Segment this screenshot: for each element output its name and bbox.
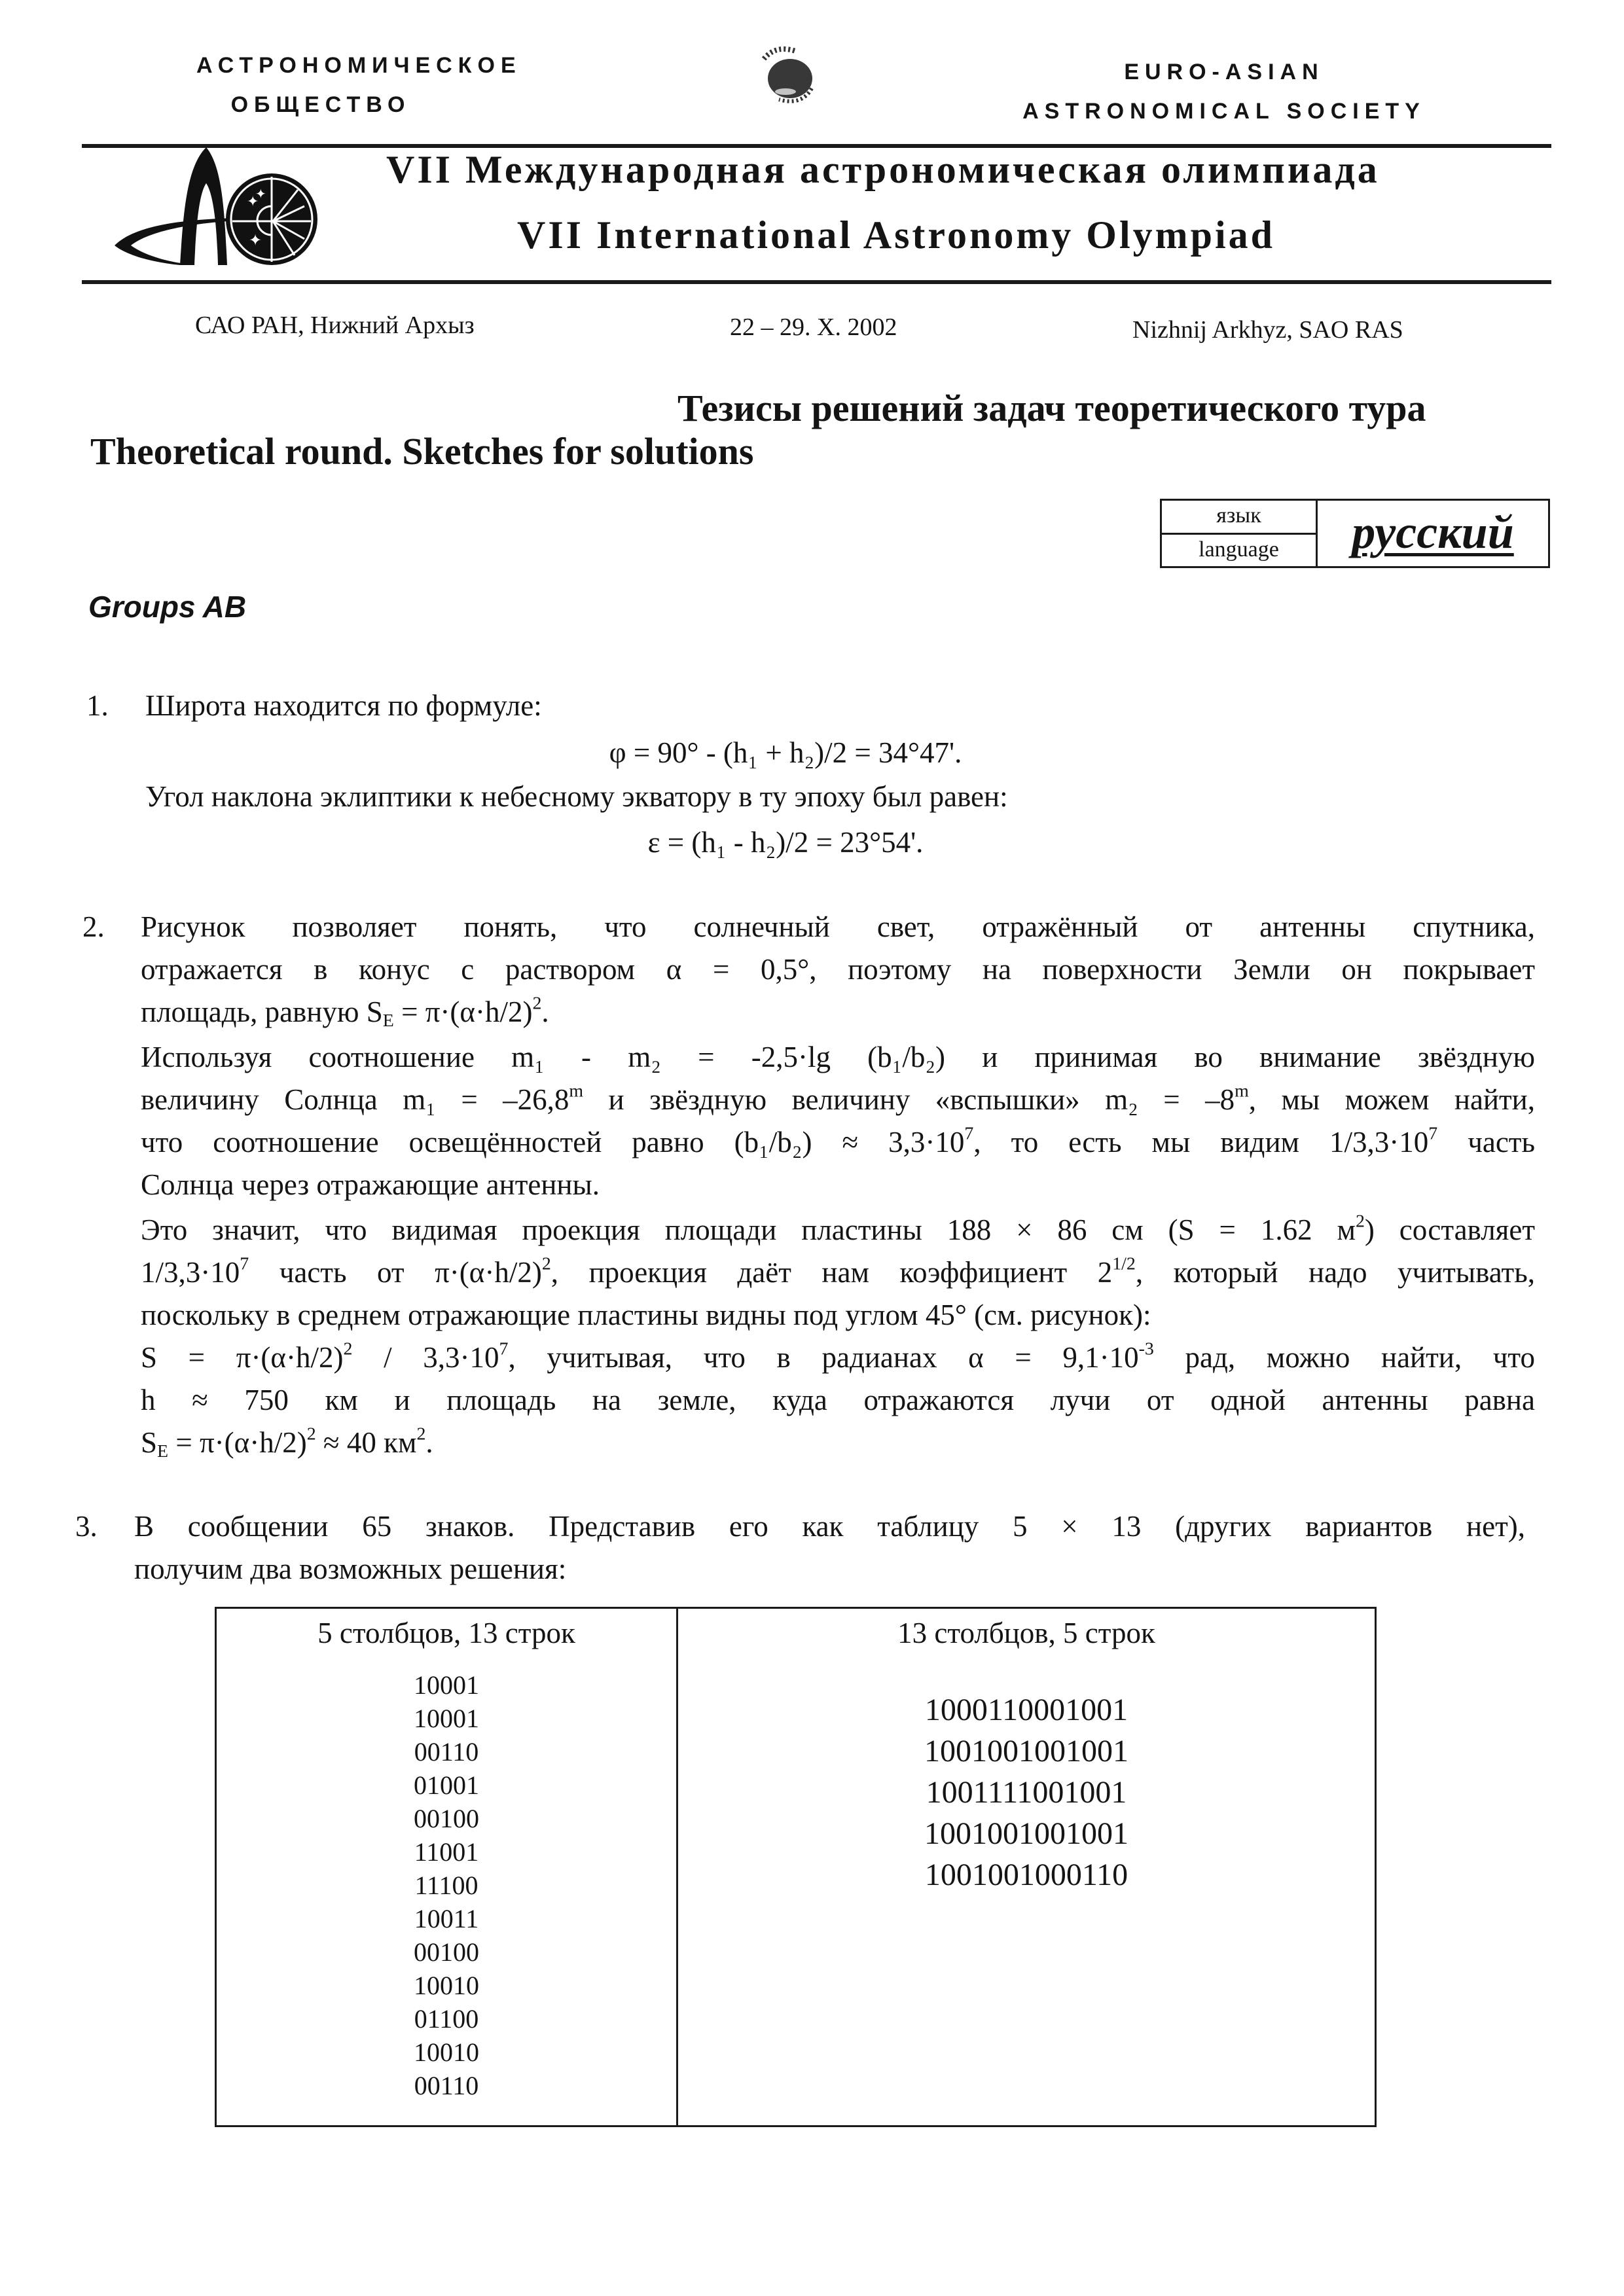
p2-line: Это значит, что видимая проекция площади пластины 188 × 86 см (S = 1.62 $м^2$) составляет <box>141 1211 1536 1246</box>
bit-row: 11001 <box>414 1837 479 1867</box>
bits-list-5x13 <box>217 1668 676 2102</box>
problem-1-intro: Широта находится по формуле: <box>145 689 542 722</box>
p2-line: Солнца через отражающие антенны. <box>141 1168 600 1201</box>
bit-row: 10011 <box>414 1904 479 1933</box>
bit-row: 00100 <box>414 1937 479 1967</box>
bits-list-13x5 <box>679 1689 1374 1895</box>
bit-row: 10001 <box>414 1670 479 1700</box>
p2-line: величину Солнца $m_1 = -26,8^m$ и звёздную величину «вспышки» $m_2 = -8^m$, мы можем найти, <box>141 1081 1536 1116</box>
language-value-text: русский <box>1352 506 1514 558</box>
language-label-en: language <box>1199 537 1279 562</box>
problem-1-text2: Угол наклона эклиптики к небесному экватору в ту эпоху был равен: <box>145 780 1008 813</box>
language-labels <box>1162 501 1318 566</box>
p2-line: что соотношение освещённостей равно $(b_1/b_2) \approx 3,3\cdot 10^7$, то есть мы видим $1/3,3\cdot 10^7$ часть <box>141 1123 1535 1158</box>
p2-line: $1/3,3\cdot 10^7$ часть от $\pi\cdot(\alpha\cdot h/2)^2$, проекция даёт нам коэффициент $2^{1/2}$, который надо учитывать, <box>141 1253 1535 1289</box>
p2-line: Используя соотношение m₁ - m₂ = -2,5·lg (b₁/b₂) и принимая во внимание звёздную <box>141 1041 1535 1073</box>
bit-row: 1001001001001 <box>924 1734 1128 1768</box>
society-en-line2: ASTRONOMICAL SOCIETY <box>1022 99 1426 124</box>
problem-2-number: 2. <box>82 910 105 943</box>
society-ru-line1: АСТРОНОМИЧЕСКОЕ <box>196 53 522 78</box>
problem-1-number: 1. <box>86 689 109 722</box>
society-name-ru <box>196 46 522 124</box>
bit-row: 10010 <box>414 2037 479 2067</box>
bit-row: 01001 <box>414 1770 479 1800</box>
column-header-13x5: 13 столбцов, 5 строк <box>897 1617 1155 1649</box>
svg-text:✦: ✦ <box>255 186 266 202</box>
language-value <box>1318 501 1548 566</box>
bit-row: 00110 <box>414 1737 479 1767</box>
bit-row: 10001 <box>414 1704 479 1733</box>
svg-text:✦: ✦ <box>247 194 259 210</box>
p2-line: площадь, равную $S_E = \pi\cdot(\alpha\cdot h/2)^2$. <box>141 993 549 1031</box>
society-name-en <box>995 52 1453 131</box>
header-bottom-rule <box>82 280 1551 284</box>
bit-row: 1000110001001 <box>924 1693 1128 1727</box>
bit-row: 1001111001001 <box>926 1775 1127 1810</box>
p2-line: поскольку в среднем отражающие пластины видны под углом 45° (см. рисунок): <box>141 1299 1151 1331</box>
problem-3-intro-line1: В сообщении 65 знаков. Представив его как таблицу 5 × 13 (других вариантов нет), <box>134 1510 1525 1543</box>
solution-5x13 <box>216 1608 677 2126</box>
problem-3-intro <box>134 1505 1525 1590</box>
problem-1-formula-phi: φ = 90° - (h₁ + h₂)/2 = 34°47'. <box>609 736 962 769</box>
p2-line: $S_E = \pi\cdot(\alpha\cdot h/2)^2 \approx 40$ $км^2$. <box>141 1424 433 1462</box>
solutions-table <box>215 1607 1377 2127</box>
groups-label: Groups AB <box>88 590 247 624</box>
language-label-ru: язык <box>1162 501 1316 535</box>
bit-row: 00110 <box>414 2071 479 2100</box>
solution-13x5 <box>677 1608 1376 2126</box>
bit-row: 11100 <box>414 1871 478 1900</box>
column-header-5x13: 5 столбцов, 13 строк <box>317 1617 575 1649</box>
language-box <box>1160 499 1550 568</box>
olympiad-dates: 22 – 29. X. 2002 <box>730 314 897 341</box>
p2-line: h ≈ 750 км и площадь на земле, куда отражаются лучи от одной антенны равна <box>141 1384 1535 1416</box>
bit-row: 00100 <box>414 1804 479 1833</box>
location-ru: САО РАН, Нижний Архыз <box>195 312 475 339</box>
p2-line: $S = \pi\cdot(\alpha\cdot h/2)^2 / 3,3\cdot 10^7$, учитывая, что в радианах $\alpha = 9,1\cdot 10^{-3}$ рад, можно найти, что <box>141 1338 1535 1374</box>
problem-3-number: 3. <box>75 1510 98 1543</box>
problem-2-body <box>141 906 1535 1464</box>
olympiad-logo-icon <box>108 141 324 272</box>
p2-line: отражается в конус с раствором α = 0,5°, поэтому на поверхности Земли он покрывает <box>141 953 1535 986</box>
problem-1-formula-eps: ε = (h₁ - h₂)/2 = 23°54'. <box>647 826 924 859</box>
title-en: Theoretical round. Sketches for solutions <box>90 430 754 473</box>
title-ru: Тезисы решений задач теоретического тура <box>677 387 1426 429</box>
olympiad-title-ru: VII Международная астрономическая олимпиада <box>386 148 1380 191</box>
society-en-line1: EURO-ASIAN <box>1124 60 1324 84</box>
society-ru-line2: ОБЩЕСТВО <box>230 92 411 117</box>
location-en: Nizhnij Arkhyz, SAO RAS <box>1132 316 1403 344</box>
bit-row: 10010 <box>414 1971 479 2000</box>
bit-row: 1001001001001 <box>924 1816 1128 1851</box>
galaxy-logo-icon <box>749 39 821 111</box>
bit-row: 01100 <box>414 2004 479 2034</box>
p2-line: Рисунок позволяет понять, что солнечный свет, отражённый от антенны спутника, <box>141 910 1535 943</box>
svg-text:✦: ✦ <box>249 231 262 249</box>
bit-row: 1001001000110 <box>924 1857 1128 1892</box>
problem-3-intro-line2: получим два возможных решения: <box>134 1552 567 1585</box>
olympiad-title-en: VII International Astronomy Olympiad <box>517 213 1276 257</box>
